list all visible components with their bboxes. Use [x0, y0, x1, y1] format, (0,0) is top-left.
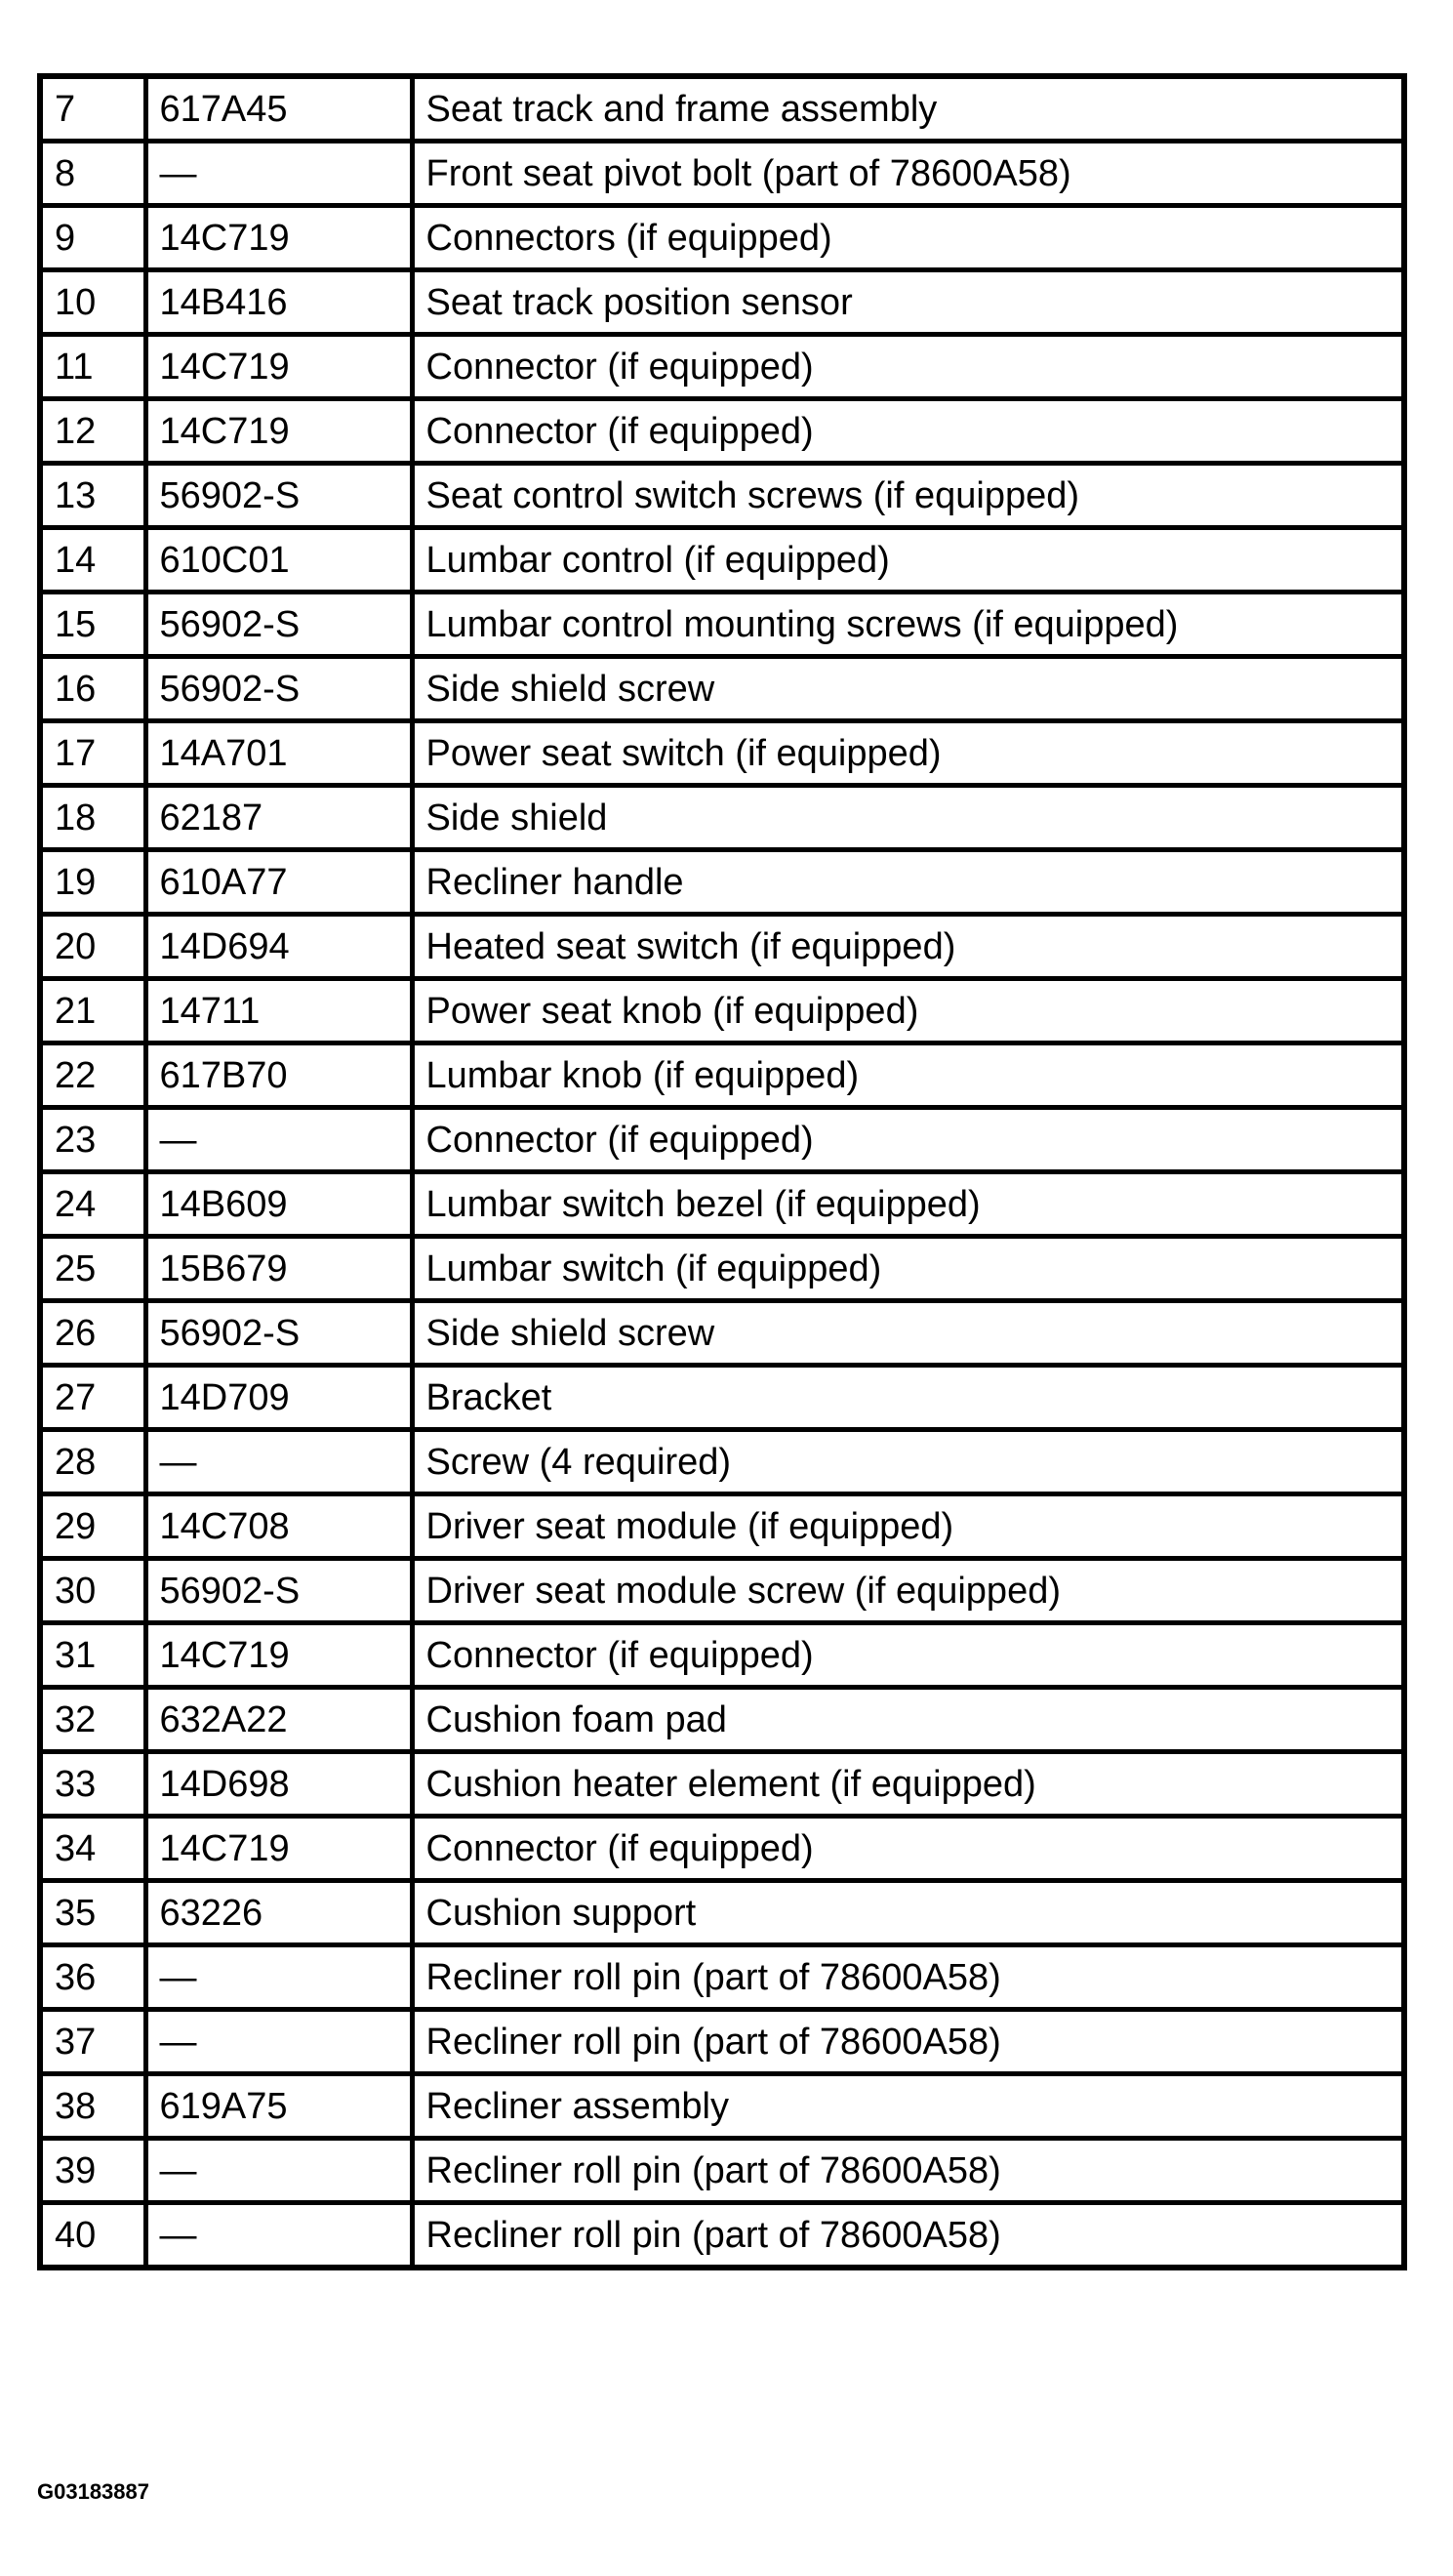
description-cell: Connector (if equipped) [412, 335, 1404, 399]
part-number-cell: 14D698 [145, 1752, 412, 1817]
table-row [40, 464, 1404, 528]
item-number-cell: 40 [40, 2203, 145, 2269]
description-cell: Power seat knob (if equipped) [412, 979, 1404, 1043]
item-number-cell: 36 [40, 1945, 145, 2010]
item-number-cell: 18 [40, 786, 145, 850]
table-row [40, 1301, 1404, 1366]
part-number-cell: 610A77 [145, 850, 412, 915]
item-number-cell: 16 [40, 657, 145, 721]
table-row [40, 915, 1404, 979]
part-number-cell: 14D694 [145, 915, 412, 979]
item-number-cell: 11 [40, 335, 145, 399]
part-number-cell: 63226 [145, 1881, 412, 1945]
table-row [40, 2139, 1404, 2203]
figure-id-label: G03183887 [37, 2479, 149, 2504]
item-number-cell: 22 [40, 1043, 145, 1108]
table-row [40, 1108, 1404, 1172]
part-number-cell: 56902-S [145, 464, 412, 528]
part-number-cell: 56902-S [145, 593, 412, 657]
description-cell: Seat track position sensor [412, 270, 1404, 335]
part-number-cell: 15B679 [145, 1237, 412, 1301]
part-number-cell: — [145, 1945, 412, 2010]
item-number-cell: 9 [40, 206, 145, 270]
part-number-cell: 14C708 [145, 1494, 412, 1559]
description-cell: Side shield [412, 786, 1404, 850]
item-number-cell: 32 [40, 1688, 145, 1752]
description-cell: Screw (4 required) [412, 1430, 1404, 1494]
part-number-cell: 14C719 [145, 1623, 412, 1688]
part-number-cell: 56902-S [145, 657, 412, 721]
item-number-cell: 12 [40, 399, 145, 464]
table-row [40, 399, 1404, 464]
table-row [40, 270, 1404, 335]
description-cell: Recliner roll pin (part of 78600A58) [412, 1945, 1404, 2010]
part-number-cell: 14D709 [145, 1366, 412, 1430]
description-cell: Driver seat module (if equipped) [412, 1494, 1404, 1559]
table-row [40, 1237, 1404, 1301]
table-row [40, 2074, 1404, 2139]
table-row [40, 1752, 1404, 1817]
table-row [40, 1366, 1404, 1430]
part-number-cell: — [145, 1430, 412, 1494]
parts-table-body [40, 76, 1404, 2268]
table-row [40, 1430, 1404, 1494]
description-cell: Recliner handle [412, 850, 1404, 915]
description-cell: Lumbar knob (if equipped) [412, 1043, 1404, 1108]
part-number-cell: 14711 [145, 979, 412, 1043]
item-number-cell: 13 [40, 464, 145, 528]
item-number-cell: 34 [40, 1817, 145, 1881]
item-number-cell: 38 [40, 2074, 145, 2139]
description-cell: Recliner roll pin (part of 78600A58) [412, 2139, 1404, 2203]
description-cell: Connector (if equipped) [412, 1623, 1404, 1688]
table-row [40, 1494, 1404, 1559]
description-cell: Lumbar control mounting screws (if equipped) [412, 593, 1404, 657]
description-cell: Lumbar switch (if equipped) [412, 1237, 1404, 1301]
part-number-cell: 56902-S [145, 1559, 412, 1623]
table-row [40, 786, 1404, 850]
item-number-cell: 8 [40, 142, 145, 206]
item-number-cell: 17 [40, 721, 145, 786]
part-number-cell: — [145, 1108, 412, 1172]
description-cell: Cushion foam pad [412, 1688, 1404, 1752]
description-cell: Recliner roll pin (part of 78600A58) [412, 2010, 1404, 2074]
table-row [40, 593, 1404, 657]
item-number-cell: 28 [40, 1430, 145, 1494]
table-row [40, 1172, 1404, 1237]
description-cell: Connectors (if equipped) [412, 206, 1404, 270]
description-cell: Heated seat switch (if equipped) [412, 915, 1404, 979]
description-cell: Connector (if equipped) [412, 1108, 1404, 1172]
part-number-cell: 632A22 [145, 1688, 412, 1752]
part-number-cell: — [145, 2203, 412, 2269]
part-number-cell: 617B70 [145, 1043, 412, 1108]
part-number-cell: 14B416 [145, 270, 412, 335]
item-number-cell: 14 [40, 528, 145, 593]
item-number-cell: 20 [40, 915, 145, 979]
description-cell: Connector (if equipped) [412, 1817, 1404, 1881]
description-cell: Front seat pivot bolt (part of 78600A58) [412, 142, 1404, 206]
part-number-cell: 14A701 [145, 721, 412, 786]
table-row [40, 206, 1404, 270]
table-row [40, 528, 1404, 593]
description-cell: Cushion heater element (if equipped) [412, 1752, 1404, 1817]
part-number-cell: 56902-S [145, 1301, 412, 1366]
item-number-cell: 26 [40, 1301, 145, 1366]
part-number-cell: 617A45 [145, 76, 412, 142]
table-row [40, 657, 1404, 721]
part-number-cell: — [145, 142, 412, 206]
part-number-cell: 14C719 [145, 399, 412, 464]
part-number-cell: 619A75 [145, 2074, 412, 2139]
part-number-cell: 14B609 [145, 1172, 412, 1237]
part-number-cell: 14C719 [145, 206, 412, 270]
table-row [40, 1559, 1404, 1623]
item-number-cell: 31 [40, 1623, 145, 1688]
table-row [40, 1817, 1404, 1881]
item-number-cell: 7 [40, 76, 145, 142]
table-row [40, 850, 1404, 915]
table-row [40, 142, 1404, 206]
item-number-cell: 10 [40, 270, 145, 335]
part-number-cell: 610C01 [145, 528, 412, 593]
item-number-cell: 27 [40, 1366, 145, 1430]
item-number-cell: 19 [40, 850, 145, 915]
parts-table [37, 73, 1407, 2270]
description-cell: Side shield screw [412, 1301, 1404, 1366]
item-number-cell: 37 [40, 2010, 145, 2074]
table-row [40, 979, 1404, 1043]
item-number-cell: 25 [40, 1237, 145, 1301]
item-number-cell: 21 [40, 979, 145, 1043]
item-number-cell: 15 [40, 593, 145, 657]
table-row [40, 1881, 1404, 1945]
description-cell: Seat track and frame assembly [412, 76, 1404, 142]
description-cell: Lumbar switch bezel (if equipped) [412, 1172, 1404, 1237]
description-cell: Connector (if equipped) [412, 399, 1404, 464]
item-number-cell: 23 [40, 1108, 145, 1172]
item-number-cell: 29 [40, 1494, 145, 1559]
table-row [40, 721, 1404, 786]
part-number-cell: 14C719 [145, 335, 412, 399]
table-row [40, 2010, 1404, 2074]
item-number-cell: 39 [40, 2139, 145, 2203]
part-number-cell: — [145, 2139, 412, 2203]
table-row [40, 1688, 1404, 1752]
description-cell: Side shield screw [412, 657, 1404, 721]
description-cell: Power seat switch (if equipped) [412, 721, 1404, 786]
item-number-cell: 35 [40, 1881, 145, 1945]
table-row [40, 1623, 1404, 1688]
table-row [40, 1945, 1404, 2010]
description-cell: Lumbar control (if equipped) [412, 528, 1404, 593]
part-number-cell: — [145, 2010, 412, 2074]
description-cell: Driver seat module screw (if equipped) [412, 1559, 1404, 1623]
description-cell: Recliner roll pin (part of 78600A58) [412, 2203, 1404, 2269]
description-cell: Recliner assembly [412, 2074, 1404, 2139]
item-number-cell: 24 [40, 1172, 145, 1237]
description-cell: Seat control switch screws (if equipped) [412, 464, 1404, 528]
table-row [40, 2203, 1404, 2269]
item-number-cell: 33 [40, 1752, 145, 1817]
description-cell: Bracket [412, 1366, 1404, 1430]
table-row [40, 1043, 1404, 1108]
table-row [40, 335, 1404, 399]
part-number-cell: 14C719 [145, 1817, 412, 1881]
description-cell: Cushion support [412, 1881, 1404, 1945]
part-number-cell: 62187 [145, 786, 412, 850]
item-number-cell: 30 [40, 1559, 145, 1623]
table-row [40, 76, 1404, 142]
